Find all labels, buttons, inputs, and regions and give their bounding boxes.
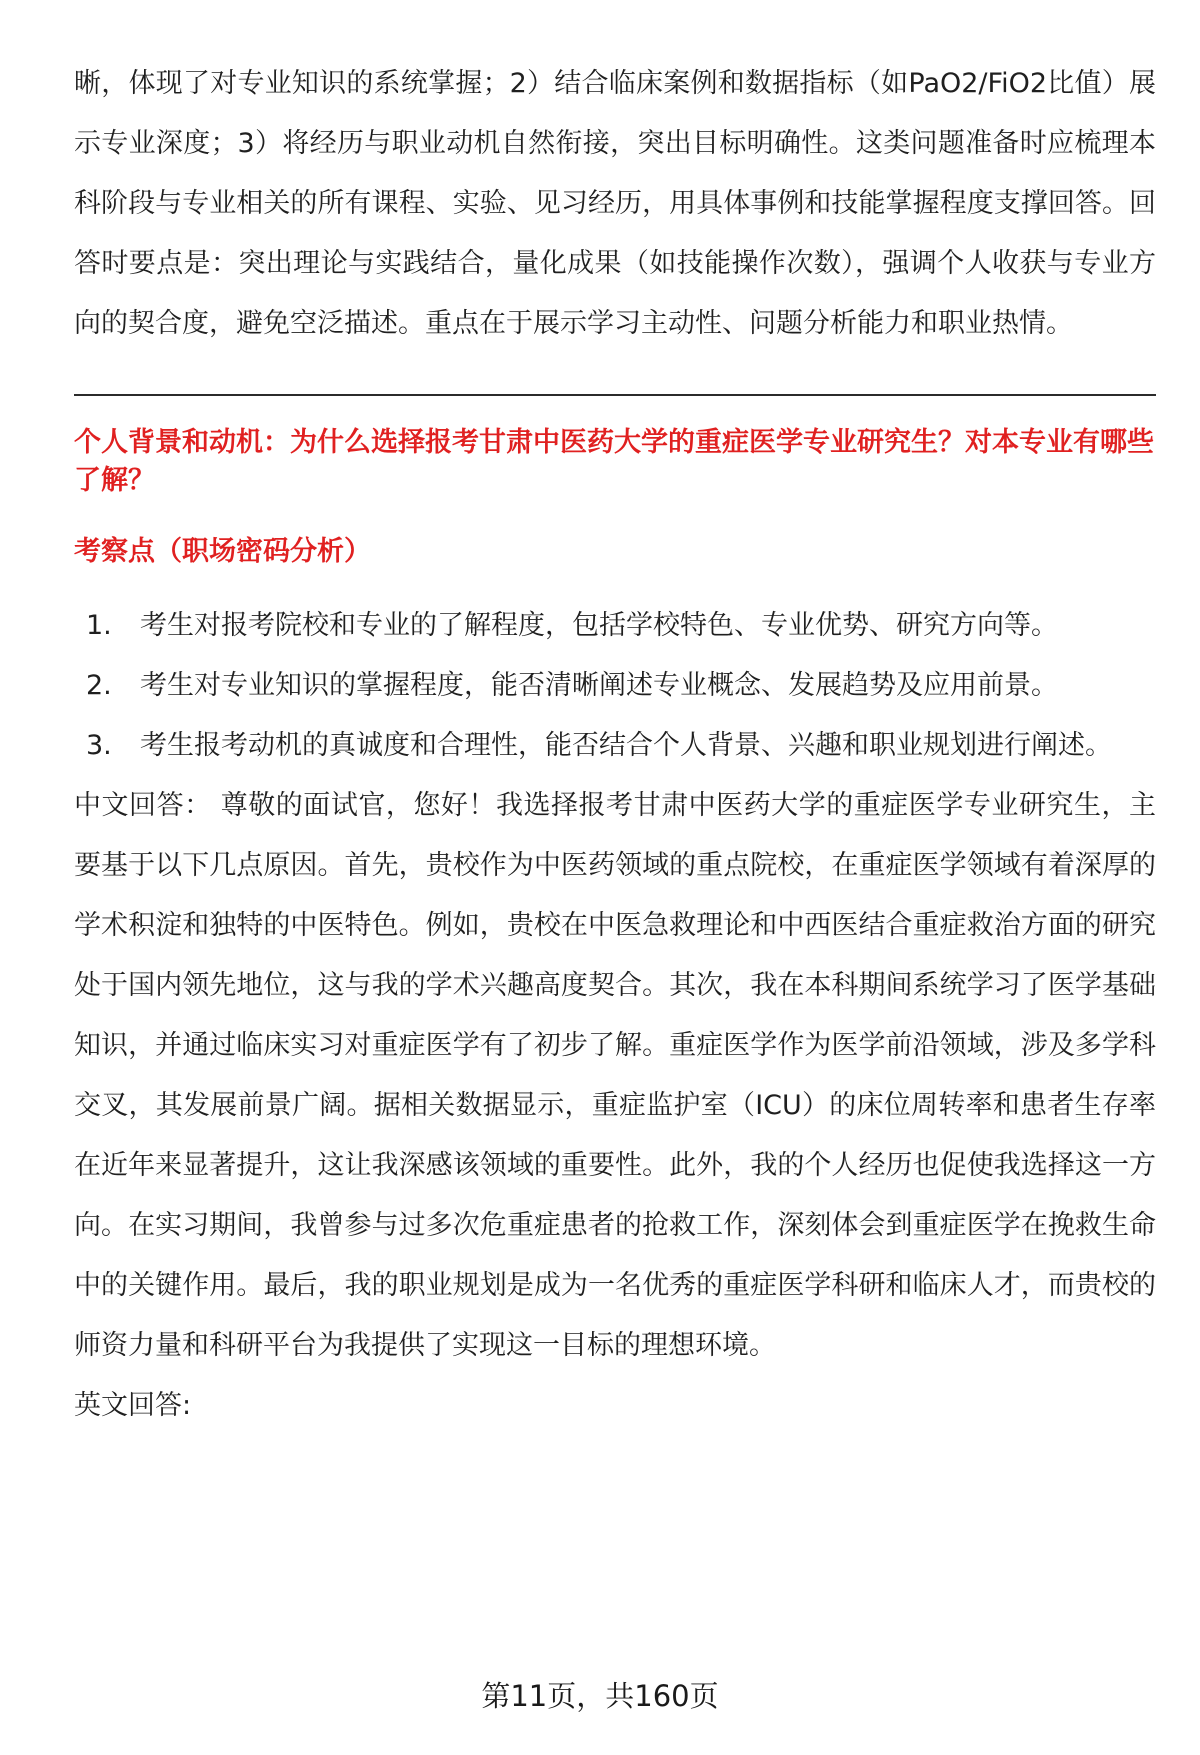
analysis-title: 考察点（职场密码分析） [74,536,371,567]
list-text: 考生报考动机的真诚度和合理性，能否结合个人背景、兴趣和职业规划进行阐述。 [140,730,1112,761]
list-text: 考生对专业知识的掌握程度，能否清晰阐述专业概念、发展趋势及应用前景。 [140,670,1058,701]
list-number: 1. [86,610,112,641]
analysis-points [74,596,1156,776]
list-item [74,596,1156,656]
page-footer: 第11页，共160页 [481,1679,719,1713]
section-divider [74,394,1156,396]
list-item [74,656,1156,716]
list-item [74,716,1156,776]
document-page [74,54,1156,1436]
chinese-answer: 中文回答： 尊敬的面试官，您好！我选择报考甘肃中医药大学的重症医学专业研究生，主要基于以下几点原因。首先，贵校作为中医药领域的重点院校，在重症医学领域有着深厚的学术积淀和独特的中医特色。例如，贵校在中医急救理论和中西医结合重症救治方面的研究处于国内领先地位，这与我的学术兴趣高度契合。其次，我在本科期间系统学习了医学基础知识，并通过临床实习对重症医学有了初步了解。重症医学作为医学前沿领域，涉及多学科交叉，其发展前景广阔。据相关数据显示，重症监护室（ICU）的床位周转率和患者生存率在近年来显著提升，这让我深感该领域的重要性。此外，我的个人经历也促使我选择这一方向。在实习期间，我曾参与过多次危重症患者的抢救工作，深刻体会到重症医学在挽救生命中的关键作用。最后，我的职业规划是成为一名优秀的重症医学科研和临床人才，而贵校的师资力量和科研平台为我提供了实现这一目标的理想环境。 [74,790,1156,1361]
question-title: 个人背景和动机：为什么选择报考甘肃中医药大学的重症医学专业研究生？对本专业有哪些了解？ [74,427,1154,496]
intro-paragraph: 晰，体现了对专业知识的系统掌握；2）结合临床案例和数据指标（如PaO2/FiO2比值）展示专业深度；3）将经历与职业动机自然衔接，突出目标明确性。这类问题准备时应梳理本科阶段与专业相关的所有课程、实验、见习经历，用具体事例和技能掌握程度支撑回答。回答时要点是：突出理论与实践结合，量化成果（如技能操作次数），强调个人收获与专业方向的契合度，避免空泛描述。重点在于展示学习主动性、问题分析能力和职业热情。 [74,68,1156,339]
english-answer-label: 英文回答: [74,1390,192,1421]
list-text: 考生对报考院校和专业的了解程度，包括学校特色、专业优势、研究方向等。 [140,610,1058,641]
list-number: 2. [86,670,112,701]
list-number: 3. [86,730,112,761]
